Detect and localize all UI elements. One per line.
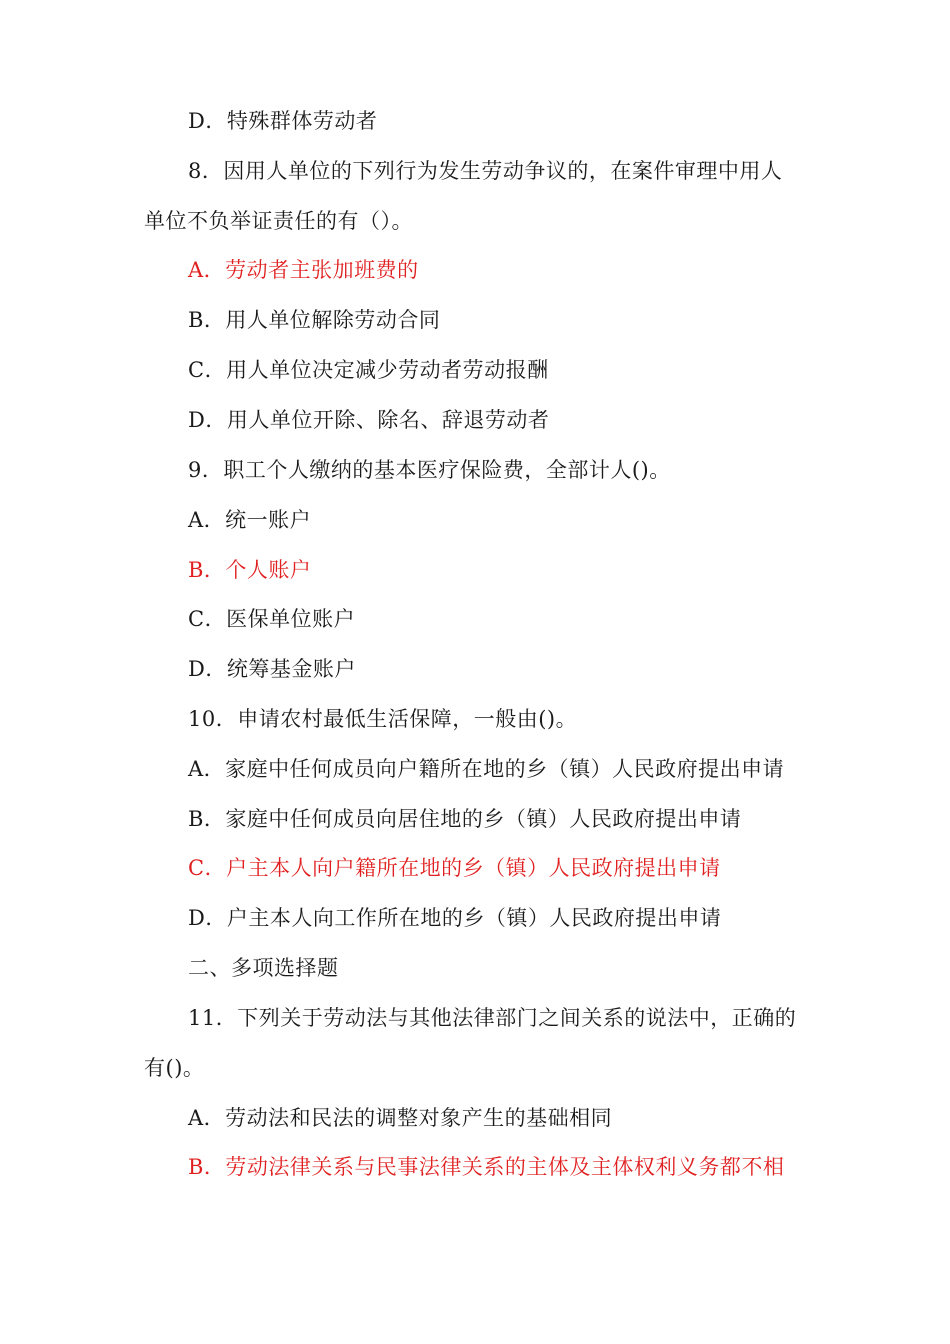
q10-option-c-correct: C．户主本人向户籍所在地的乡（镇）人民政府提出申请 <box>188 856 721 880</box>
q8-stem-line2: 单位不负举证责任的有（）。 <box>144 209 413 233</box>
q8-option-a-correct: A．劳动者主张加班费的 <box>188 258 419 282</box>
q8-option-d: D．用人单位开除、除名、辞退劳动者 <box>188 408 550 432</box>
q9-option-c: C．医保单位账户 <box>188 607 356 631</box>
q10-option-b: B．家庭中任何成员向居住地的乡（镇）人民政府提出申请 <box>188 807 742 831</box>
q8-option-b: B．用人单位解除劳动合同 <box>188 308 441 332</box>
q8-option-c: C．用人单位决定减少劳动者劳动报酬 <box>188 358 549 382</box>
q11-option-b-correct: B．劳动法律关系与民事法律关系的主体及主体权利义务都不相 <box>188 1155 785 1179</box>
q11-stem-line2: 有()。 <box>144 1056 205 1080</box>
q7-option-d: D．特殊群体劳动者 <box>188 109 378 133</box>
q9-option-d: D．统筹基金账户 <box>188 657 356 681</box>
q9-option-a: A．统一账户 <box>188 508 312 532</box>
q10-option-a: A．家庭中任何成员向户籍所在地的乡（镇）人民政府提出申请 <box>188 757 785 781</box>
q9-stem: 9．职工个人缴纳的基本医疗保险费，全部计人()。 <box>188 458 671 482</box>
q9-option-b-correct: B．个人账户 <box>188 558 312 582</box>
q10-option-d: D．户主本人向工作所在地的乡（镇）人民政府提出申请 <box>188 906 722 930</box>
q10-stem: 10．申请农村最低生活保障，一般由()。 <box>188 707 578 731</box>
section-heading-multiple-choice: 二、多项选择题 <box>188 956 339 980</box>
q11-stem-line1: 11．下列关于劳动法与其他法律部门之间关系的说法中，正确的 <box>188 1006 797 1030</box>
q8-stem-line1: 8．因用人单位的下列行为发生劳动争议的，在案件审理中用人 <box>188 159 783 183</box>
q11-option-a: A．劳动法和民法的调整对象产生的基础相同 <box>188 1106 613 1130</box>
